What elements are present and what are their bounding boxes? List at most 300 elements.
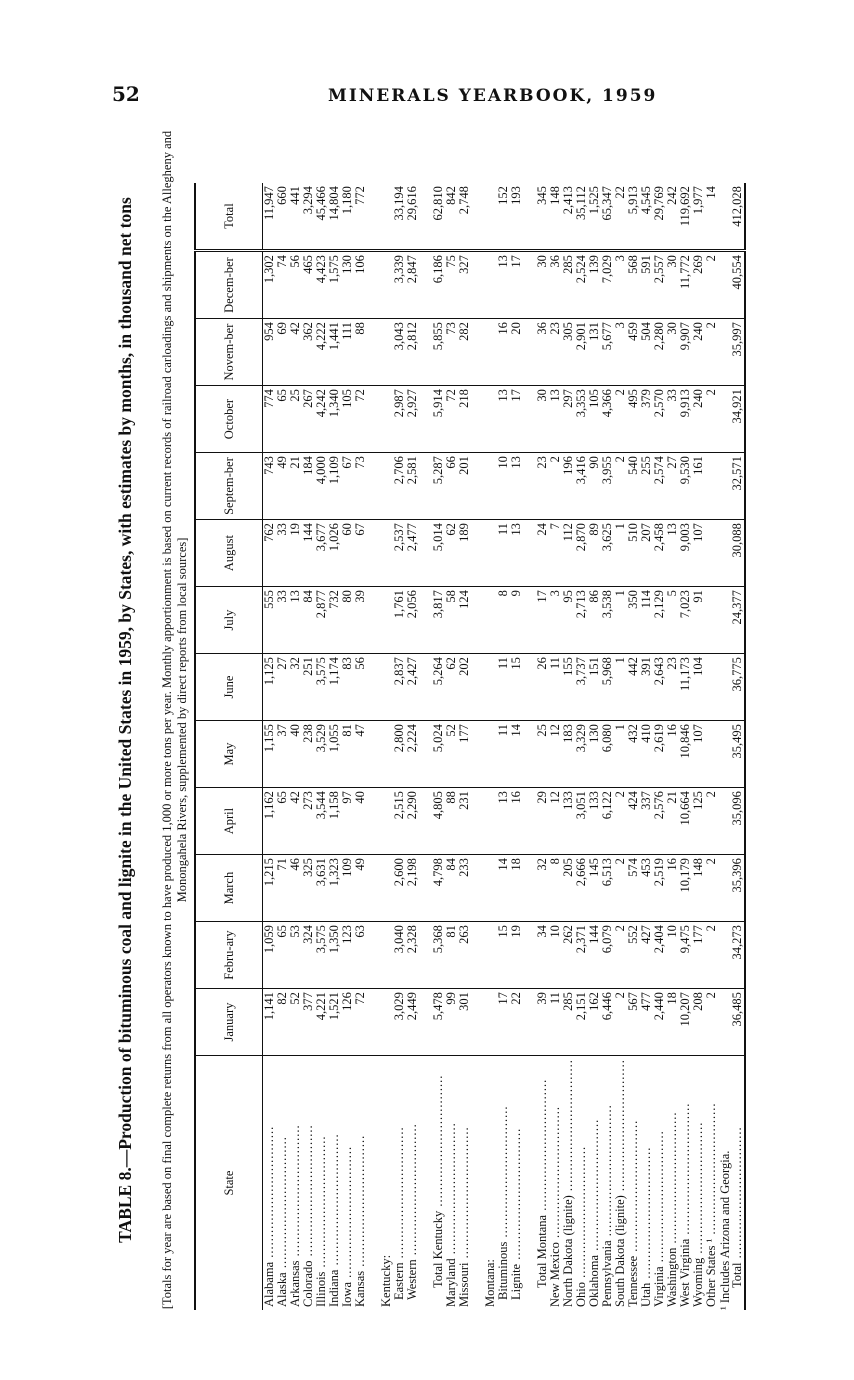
value-cell: 90 <box>588 453 601 520</box>
value-cell: 107 <box>692 520 705 587</box>
value-cell: 2,927 <box>406 386 419 453</box>
value-cell: 105 <box>588 386 601 453</box>
value-cell: 67 <box>354 520 367 587</box>
col-header-total: Total <box>195 183 263 251</box>
value-cell: 25 <box>536 721 549 788</box>
value-cell: 13 <box>666 520 679 587</box>
value-cell: 32 <box>536 855 549 922</box>
value-cell: 2,477 <box>406 520 419 587</box>
value-cell: 2 <box>705 386 718 453</box>
value-cell: 16 <box>497 319 510 386</box>
value-cell: 53 <box>289 922 302 989</box>
spacer-cell <box>471 654 484 721</box>
value-cell: 2,557 <box>653 251 666 319</box>
table-headnote: [Totals for year are based on final complete returns from all operators known to have produced 1,000 or more tons per year. Monthly apportionment is based on current records of railroad carloadings and shipments on the Allegheny and Monongahela Rivers, supplemented by direct reports from local sources] <box>160 130 189 1310</box>
value-cell: 1,323 <box>328 855 341 922</box>
value-cell: 432 <box>627 721 640 788</box>
value-cell: 208 <box>692 989 705 1056</box>
footnote: ¹ Includes Arizona and Georgia. <box>718 1150 732 1310</box>
value-cell: 2,666 <box>575 855 588 922</box>
value-cell: 10 <box>497 453 510 520</box>
value-cell: 2,290 <box>406 788 419 855</box>
value-cell: 13 <box>497 788 510 855</box>
value-cell: 17 <box>510 386 523 453</box>
table-row <box>731 183 745 1310</box>
value-cell: 391 <box>640 654 653 721</box>
value-cell: 4,000 <box>315 453 328 520</box>
value-cell: 32 <box>289 654 302 721</box>
state-cell: Alaska ..... <box>276 1056 289 1310</box>
state-cell: Iowa ..... <box>341 1056 354 1310</box>
value-cell: 5,014 <box>432 520 445 587</box>
rotated-table-area <box>110 130 750 1310</box>
value-cell: 459 <box>627 319 640 386</box>
value-cell: 3,529 <box>315 721 328 788</box>
value-cell: 9,530 <box>679 453 692 520</box>
value-cell: 162 <box>588 989 601 1056</box>
value-cell: 33 <box>276 520 289 587</box>
value-cell: 1 <box>614 587 627 654</box>
value-cell: 152 <box>497 183 510 251</box>
value-cell: 49 <box>354 855 367 922</box>
col-header-august: August <box>195 520 263 587</box>
value-cell: 2,877 <box>315 587 328 654</box>
value-cell: 5,677 <box>601 319 614 386</box>
value-cell: 30 <box>536 251 549 319</box>
value-cell: 5,287 <box>432 453 445 520</box>
value-cell: 2 <box>614 989 627 1056</box>
value-cell <box>705 654 718 721</box>
value-cell: 56 <box>289 251 302 319</box>
value-cell: 377 <box>302 989 315 1056</box>
table-row <box>263 183 277 1310</box>
value-cell: 255 <box>640 453 653 520</box>
value-cell: 34,921 <box>731 386 745 453</box>
state-cell: Wyoming ..... <box>692 1056 705 1310</box>
value-cell: 1,180 <box>341 183 354 251</box>
state-cell: Colorado ..... <box>302 1056 315 1310</box>
value-cell: 16 <box>666 721 679 788</box>
value-cell: 324 <box>302 922 315 989</box>
value-cell: 47 <box>354 721 367 788</box>
value-cell: 574 <box>627 855 640 922</box>
value-cell: 3,955 <box>601 453 614 520</box>
value-cell: 2 <box>705 251 718 319</box>
value-cell: 2,581 <box>406 453 419 520</box>
value-cell: 106 <box>354 251 367 319</box>
state-cell: Pennsylvania ..... <box>601 1056 614 1310</box>
value-cell: 465 <box>302 251 315 319</box>
table-row <box>328 183 341 1310</box>
value-cell: 177 <box>692 922 705 989</box>
value-cell: 3,737 <box>575 654 588 721</box>
value-cell: 84 <box>302 587 315 654</box>
value-cell: 2,440 <box>653 989 666 1056</box>
value-cell: 954 <box>263 319 277 386</box>
value-cell: 189 <box>458 520 471 587</box>
value-cell: 3,817 <box>432 587 445 654</box>
value-cell: 762 <box>263 520 277 587</box>
value-cell: 193 <box>510 183 523 251</box>
state-cell: Kansas ..... <box>354 1056 367 1310</box>
table-row <box>458 183 471 1310</box>
value-cell: 88 <box>354 319 367 386</box>
value-cell: 124 <box>458 587 471 654</box>
value-cell: 772 <box>354 183 367 251</box>
value-cell: 1,525 <box>588 183 601 251</box>
value-cell: 36 <box>536 319 549 386</box>
value-cell: 1,521 <box>328 989 341 1056</box>
value-cell: 42 <box>289 319 302 386</box>
value-cell: 131 <box>588 319 601 386</box>
col-header-january: January <box>195 989 263 1056</box>
state-cell: Virginia ..... <box>653 1056 666 1310</box>
value-cell: 1,141 <box>263 989 277 1056</box>
value-cell: 17 <box>510 251 523 319</box>
value-cell: 21 <box>666 788 679 855</box>
value-cell: 2,901 <box>575 319 588 386</box>
value-cell: 3,043 <box>393 319 406 386</box>
state-cell: Western ..... <box>406 1056 419 1310</box>
value-cell: 19 <box>289 520 302 587</box>
col-header-october: October <box>195 386 263 453</box>
state-cell: Eastern ..... <box>393 1056 406 1310</box>
value-cell: 3 <box>549 587 562 654</box>
value-cell: 2 <box>705 855 718 922</box>
value-cell: 4,366 <box>601 386 614 453</box>
value-cell: 52 <box>445 721 458 788</box>
value-cell: 40 <box>289 721 302 788</box>
value-cell: 133 <box>562 788 575 855</box>
spacer-cell <box>367 855 380 922</box>
value-cell: 297 <box>562 386 575 453</box>
value-cell: 46 <box>289 855 302 922</box>
value-cell: 36,775 <box>731 654 745 721</box>
value-cell: 251 <box>302 654 315 721</box>
value-cell: 5,914 <box>432 386 445 453</box>
value-cell: 3,575 <box>315 922 328 989</box>
value-cell: 2,870 <box>575 520 588 587</box>
value-cell: 13 <box>510 520 523 587</box>
spacer-cell <box>367 989 380 1056</box>
value-cell: 477 <box>640 989 653 1056</box>
value-cell: 6,513 <box>601 855 614 922</box>
value-cell: 2,449 <box>406 989 419 1056</box>
value-cell: 1,977 <box>692 183 705 251</box>
value-cell: 552 <box>627 922 640 989</box>
value-cell: 5,368 <box>432 922 445 989</box>
value-cell: 2 <box>705 319 718 386</box>
value-cell: 112 <box>562 520 575 587</box>
value-cell: 240 <box>692 386 705 453</box>
value-cell: 196 <box>562 453 575 520</box>
value-cell: 20 <box>510 319 523 386</box>
value-cell: 2,574 <box>653 453 666 520</box>
spacer-cell <box>471 989 484 1056</box>
value-cell: 62 <box>445 520 458 587</box>
value-cell: 231 <box>458 788 471 855</box>
value-cell: 1,109 <box>328 453 341 520</box>
value-cell: 2,837 <box>393 654 406 721</box>
value-cell: 9 <box>510 587 523 654</box>
value-cell: 362 <box>302 319 315 386</box>
value-cell: 3,029 <box>393 989 406 1056</box>
value-cell: 2,515 <box>393 788 406 855</box>
spacer-cell <box>367 453 380 520</box>
value-cell: 2,404 <box>653 922 666 989</box>
value-cell: 4,221 <box>315 989 328 1056</box>
value-cell: 3,544 <box>315 788 328 855</box>
running-head: MINERALS YEARBOOK, 1959 <box>328 86 658 106</box>
value-cell: 13 <box>549 386 562 453</box>
value-cell: 2,576 <box>653 788 666 855</box>
spacer-cell <box>367 183 380 251</box>
spacer-cell <box>367 922 380 989</box>
state-cell: Utah ..... <box>640 1056 653 1310</box>
state-cell: South Dakota (lignite) ..... <box>614 1056 627 1310</box>
value-cell: 2,537 <box>393 520 406 587</box>
value-cell: 567 <box>627 989 640 1056</box>
value-cell: 22 <box>510 989 523 1056</box>
value-cell: 1 <box>614 721 627 788</box>
value-cell: 88 <box>445 788 458 855</box>
value-cell: 10 <box>666 922 679 989</box>
value-cell: 52 <box>289 989 302 1056</box>
value-cell: 16 <box>510 788 523 855</box>
state-cell: Missouri ..... <box>458 1056 471 1310</box>
value-cell: 4,423 <box>315 251 328 319</box>
value-cell: 49 <box>276 453 289 520</box>
value-cell: 30 <box>666 251 679 319</box>
value-cell <box>705 721 718 788</box>
value-cell: 32,571 <box>731 453 745 520</box>
value-cell: 2,619 <box>653 721 666 788</box>
value-cell <box>705 453 718 520</box>
value-cell: 2 <box>614 453 627 520</box>
value-cell: 442 <box>627 654 640 721</box>
value-cell: 23 <box>536 453 549 520</box>
value-cell: 240 <box>692 319 705 386</box>
value-cell: 285 <box>562 989 575 1056</box>
value-cell: 148 <box>692 855 705 922</box>
value-cell: 9,003 <box>679 520 692 587</box>
value-cell: 73 <box>445 319 458 386</box>
value-cell: 11,173 <box>679 654 692 721</box>
value-cell: 3 <box>614 319 627 386</box>
value-cell: 6,079 <box>601 922 614 989</box>
value-cell: 2,519 <box>653 855 666 922</box>
value-cell: 3,416 <box>575 453 588 520</box>
value-cell: 42 <box>289 788 302 855</box>
value-cell: 1,215 <box>263 855 277 922</box>
value-cell: 33 <box>276 587 289 654</box>
col-header-state: State <box>195 1056 263 1310</box>
value-cell: 345 <box>536 183 549 251</box>
value-cell: 2,328 <box>406 922 419 989</box>
value-cell: 86 <box>588 587 601 654</box>
value-cell: 2,706 <box>393 453 406 520</box>
value-cell: 2 <box>549 453 562 520</box>
value-cell: 39 <box>536 989 549 1056</box>
value-cell: 33,194 <box>393 183 406 251</box>
value-cell: 233 <box>458 855 471 922</box>
value-cell: 327 <box>458 251 471 319</box>
value-cell: 7,023 <box>679 587 692 654</box>
value-cell: 29,769 <box>653 183 666 251</box>
value-cell: 65 <box>276 922 289 989</box>
value-cell: 743 <box>263 453 277 520</box>
value-cell: 1,059 <box>263 922 277 989</box>
value-cell: 34,273 <box>731 922 745 989</box>
value-cell: 1,340 <box>328 386 341 453</box>
value-cell: 1,174 <box>328 654 341 721</box>
value-cell: 14,804 <box>328 183 341 251</box>
value-cell: 2 <box>705 989 718 1056</box>
value-cell: 17 <box>497 989 510 1056</box>
state-cell: Total Kentucky ..... <box>432 1056 445 1310</box>
value-cell: 4,222 <box>315 319 328 386</box>
value-cell: 350 <box>627 587 640 654</box>
value-cell: 2,643 <box>653 654 666 721</box>
value-cell: 11 <box>549 989 562 1056</box>
spacer-cell <box>367 654 380 721</box>
state-cell: Indiana ..... <box>328 1056 341 1310</box>
col-header-november: Novem-ber <box>195 319 263 386</box>
value-cell: 410 <box>640 721 653 788</box>
state-cell: Total ..... <box>731 1056 745 1310</box>
table-row <box>627 183 640 1310</box>
state-cell: Oklahoma ..... <box>588 1056 601 1310</box>
value-cell: 148 <box>549 183 562 251</box>
value-cell: 2,056 <box>406 587 419 654</box>
value-cell: 125 <box>692 788 705 855</box>
spacer-row <box>367 183 380 1310</box>
value-cell: 36 <box>549 251 562 319</box>
value-cell: 30,088 <box>731 520 745 587</box>
value-cell: 218 <box>458 386 471 453</box>
value-cell: 8 <box>549 855 562 922</box>
value-cell: 13 <box>289 587 302 654</box>
value-cell: 1 <box>614 520 627 587</box>
value-cell: 11,772 <box>679 251 692 319</box>
value-cell: 177 <box>458 721 471 788</box>
value-cell: 71 <box>276 855 289 922</box>
value-cell: 9,907 <box>679 319 692 386</box>
value-cell: 2,371 <box>575 922 588 989</box>
value-cell: 144 <box>302 520 315 587</box>
value-cell: 13 <box>510 453 523 520</box>
value-cell: 2,151 <box>575 989 588 1056</box>
state-cell: Maryland ..... <box>445 1056 458 1310</box>
value-cell: 2,129 <box>653 587 666 654</box>
value-cell: 427 <box>640 922 653 989</box>
spacer-cell <box>367 788 380 855</box>
value-cell: 242 <box>666 183 679 251</box>
value-cell: 2 <box>705 788 718 855</box>
table-row <box>705 183 718 1310</box>
value-cell: 5,968 <box>601 654 614 721</box>
value-cell: 453 <box>640 855 653 922</box>
state-cell: West Virginia ..... <box>679 1056 692 1310</box>
spacer-cell <box>367 721 380 788</box>
value-cell: 161 <box>692 453 705 520</box>
spacer-cell <box>471 855 484 922</box>
value-cell <box>705 520 718 587</box>
value-cell: 22 <box>614 183 627 251</box>
value-cell: 107 <box>692 721 705 788</box>
value-cell: 123 <box>341 922 354 989</box>
value-cell: 58 <box>445 587 458 654</box>
value-cell: 3,040 <box>393 922 406 989</box>
value-cell: 30 <box>536 386 549 453</box>
value-cell: 732 <box>328 587 341 654</box>
state-cell: Kentucky: <box>379 1254 393 1307</box>
value-cell: 2 <box>614 788 627 855</box>
value-cell: 2,812 <box>406 319 419 386</box>
value-cell: 774 <box>263 386 277 453</box>
col-header-march: March <box>195 855 263 922</box>
table-row <box>354 183 367 1310</box>
value-cell: 18 <box>510 855 523 922</box>
value-cell: 63 <box>354 922 367 989</box>
spacer-cell <box>471 319 484 386</box>
value-cell: 109 <box>341 855 354 922</box>
value-cell: 74 <box>276 251 289 319</box>
value-cell: 6,080 <box>601 721 614 788</box>
value-cell: 60 <box>341 520 354 587</box>
value-cell: 65 <box>276 788 289 855</box>
value-cell: 325 <box>302 855 315 922</box>
value-cell: 4,242 <box>315 386 328 453</box>
value-cell: 29,616 <box>406 183 419 251</box>
value-cell: 11 <box>497 520 510 587</box>
value-cell: 12 <box>549 721 562 788</box>
value-cell: 2,570 <box>653 386 666 453</box>
value-cell: 35,096 <box>731 788 745 855</box>
value-cell: 145 <box>588 855 601 922</box>
value-cell: 5,024 <box>432 721 445 788</box>
state-cell: Montana: <box>483 1259 497 1307</box>
value-cell: 11 <box>497 721 510 788</box>
value-cell: 99 <box>445 989 458 1056</box>
value-cell: 130 <box>341 251 354 319</box>
value-cell: 23 <box>549 319 562 386</box>
spacer-cell <box>471 251 484 319</box>
value-cell: 4,798 <box>432 855 445 922</box>
state-cell: Tennessee ..... <box>627 1056 640 1310</box>
value-cell: 14 <box>510 721 523 788</box>
value-cell: 263 <box>458 922 471 989</box>
col-header-june: June <box>195 654 263 721</box>
state-cell: Ohio ..... <box>575 1056 588 1310</box>
value-cell: 273 <box>302 788 315 855</box>
value-cell: 2,600 <box>393 855 406 922</box>
col-header-december: Decem-ber <box>195 251 263 319</box>
value-cell: 6,446 <box>601 989 614 1056</box>
value-cell: 3,051 <box>575 788 588 855</box>
value-cell: 82 <box>276 989 289 1056</box>
value-cell: 2,524 <box>575 251 588 319</box>
value-cell: 75 <box>445 251 458 319</box>
value-cell: 184 <box>302 453 315 520</box>
value-cell: 37 <box>276 721 289 788</box>
value-cell: 262 <box>562 922 575 989</box>
value-cell: 9,475 <box>679 922 692 989</box>
value-cell: 7 <box>549 520 562 587</box>
value-cell: 201 <box>458 453 471 520</box>
value-cell: 27 <box>666 453 679 520</box>
value-cell: 2,280 <box>653 319 666 386</box>
